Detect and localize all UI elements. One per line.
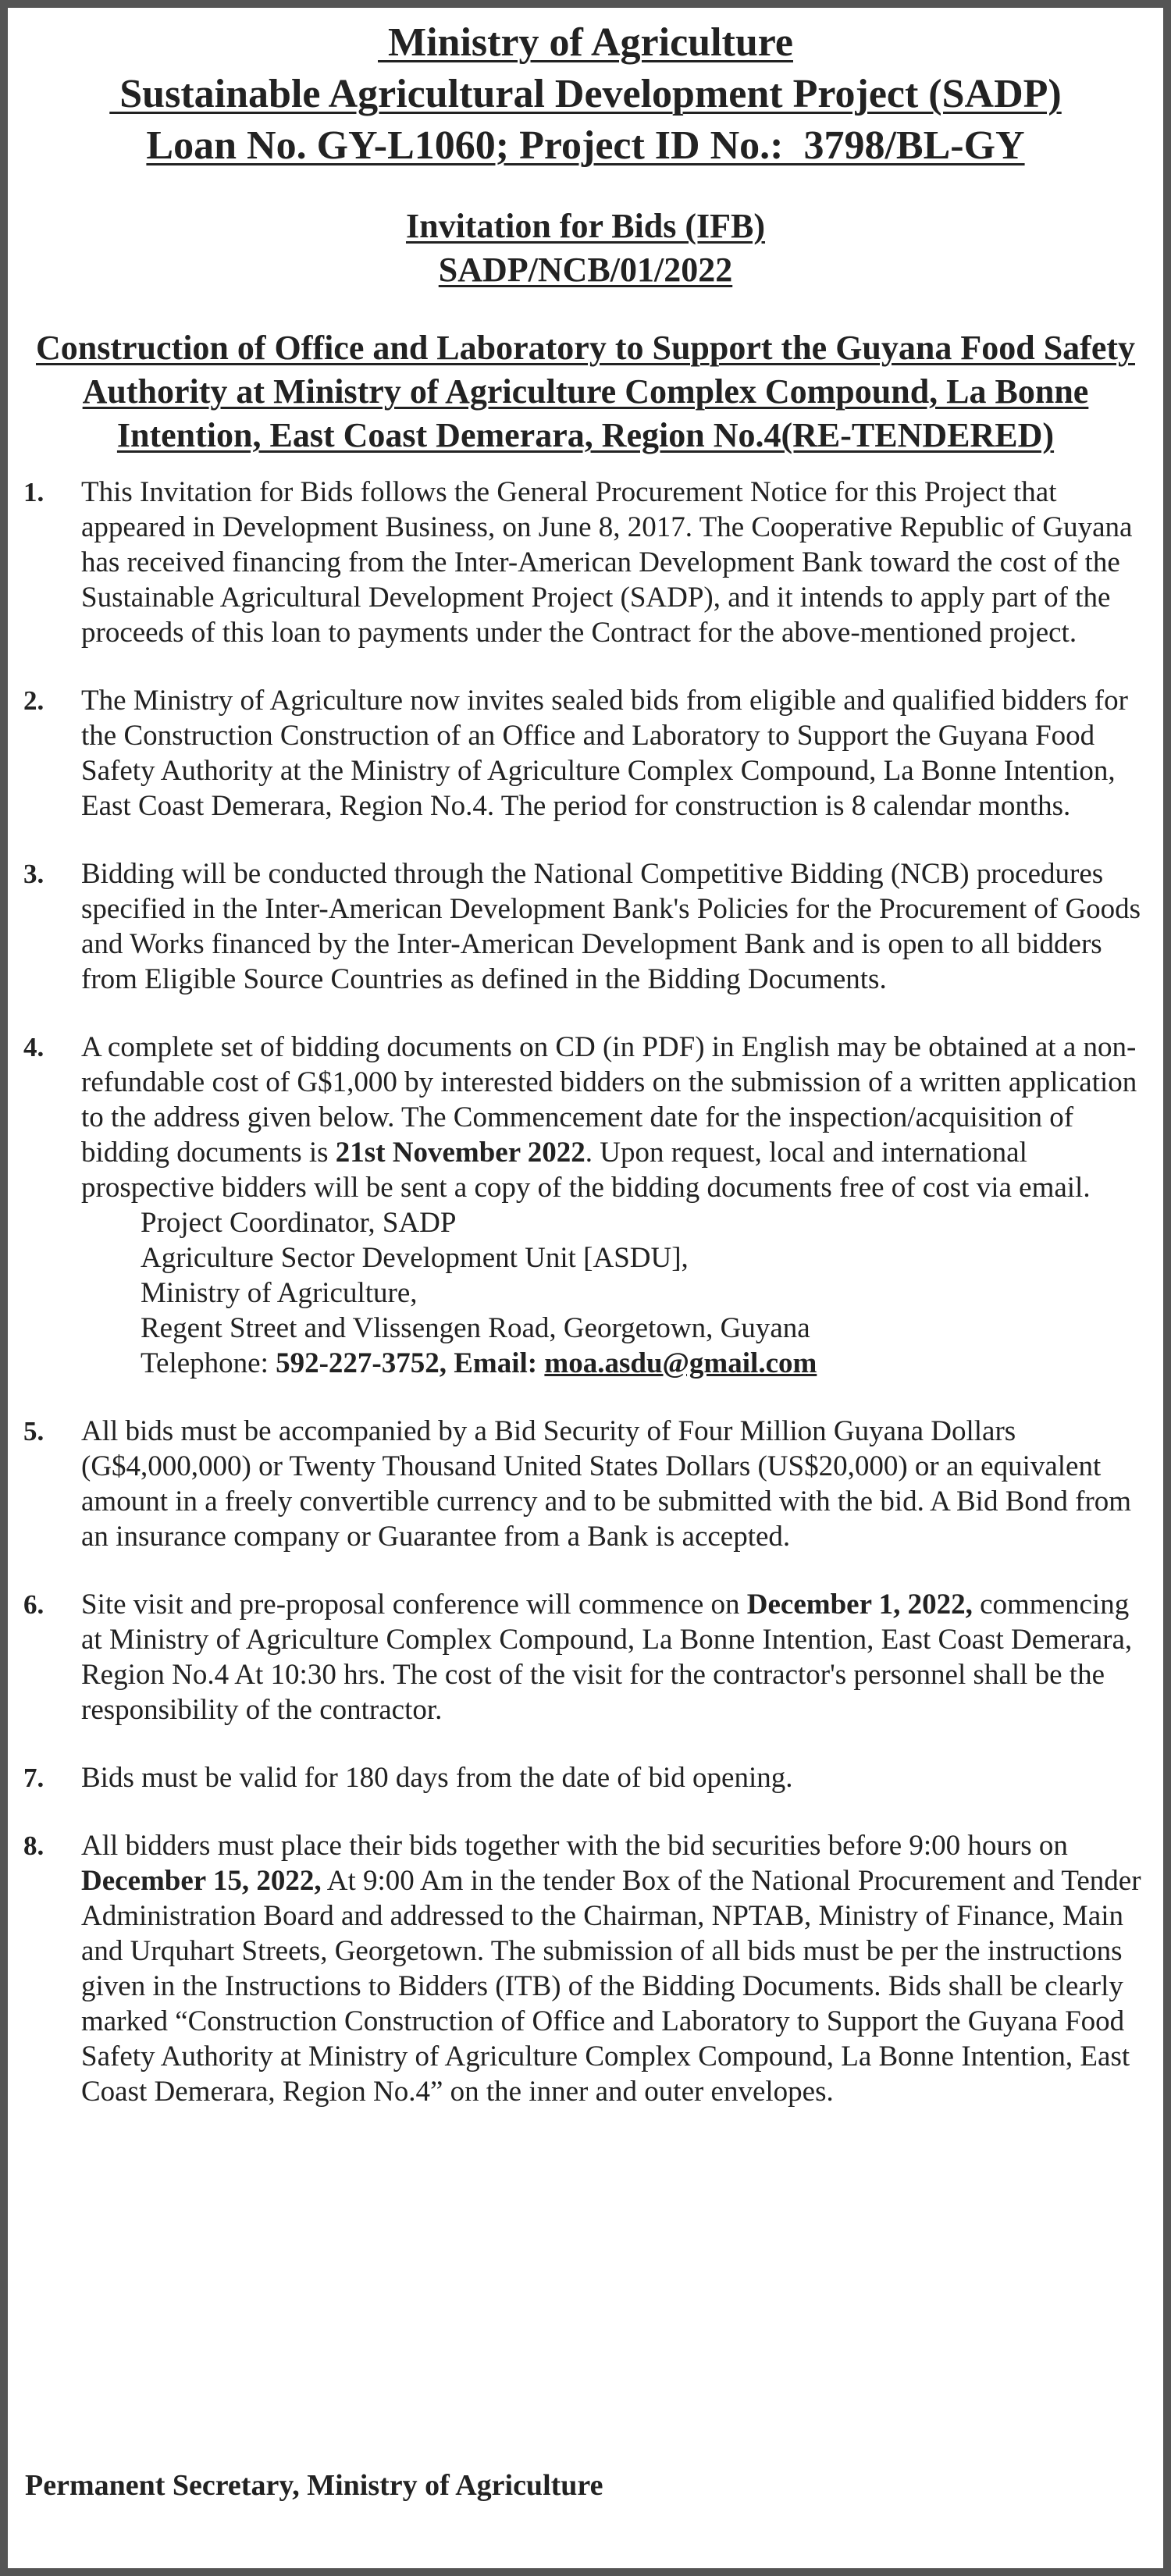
list-item [8,1587,1163,1727]
commencement-date: 21st November 2022 [335,1137,586,1169]
site-visit-date: December 1, 2022, [746,1589,973,1621]
item-text-part: commencing at Ministry of Agriculture Complex Compound, La Bonne Intention, East Coast Demerara, Region No.4 At 10:30 hrs. The cost of the visit for the contractor's personnel shall be the responsibility of the contractor. [81,1589,1133,1726]
notice-page [8,8,1163,2568]
item-number: 1. [23,477,44,507]
item-text-part: A complete set of bidding documents on CD (in PDF) in English may be obtained at a non-refundable cost of G$1,000 by interested bidders on the submission of a written application to the address given below. The Commencement date for the inspection/acquisition of bidding documents is [81,1031,1137,1169]
item-number: 5. [23,1416,44,1446]
address-line: Project Coordinator, SADP [141,1207,457,1239]
list-item [8,1828,1163,2109]
item-text: Bidding will be conducted through the National Competitive Bidding (NCB) procedures specified in the Inter-American Development Bank's Policies for the Procurement of Goods and Works financed by the Inter-American Development Bank and is open to all bidders from Eligible Source Countries as defined in the Bidding Documents. [81,858,1141,995]
contact-line [141,1346,1149,1381]
project-name: Sustainable Agricultural Development Project (SADP) [109,72,1062,116]
item-number: 8. [23,1831,44,1861]
loan-number: Loan No. GY-L1060; Project ID No.: 3798/BL-GY [146,123,1025,168]
contact-address [81,1205,1149,1381]
phone-number: 592-227-3752, Email: [276,1347,545,1379]
address-line: Ministry of Agriculture, [141,1277,418,1309]
item-number: 4. [23,1032,44,1062]
item-text-part: All bidders must place their bids together with the bid securities before 9:00 hours on [81,1830,1068,1862]
list-item [8,1030,1163,1381]
item-list [8,475,1163,2109]
ifb-heading [8,205,1163,292]
item-text-part: . Upon request, local and international prospective bidders will be sent a copy of the bidding documents free of cost via email. [81,1137,1091,1204]
item-text: All bids must be accompanied by a Bid Security of Four Million Guyana Dollars (G$4,000,000) or Twenty Thousand United States Dollars (US$20,000) or an equivalent amount in a freely convertible currency and to be submitted with the bid. A Bid Bond from an insurance company or Guarantee from a Bank is accepted. [81,1415,1132,1553]
item-number: 3. [23,859,44,889]
submission-date: December 15, 2022, [81,1865,322,1897]
header [8,8,1163,172]
item-number: 6. [23,1589,44,1620]
ifb-title: Invitation for Bids (IFB) [405,207,766,245]
address-line: Agriculture Sector Development Unit [ASDU], [141,1242,689,1274]
ministry-title: Ministry of Agriculture [378,20,793,65]
address-line: Regent Street and Vlissengen Road, Georgetown, Guyana [141,1312,810,1344]
item-text: This Invitation for Bids follows the General Procurement Notice for this Project that appeared in Development Business, on June 8, 2017. The Cooperative Republic of Guyana has received financing from the Inter-American Development Bank toward the cost of the Sustainable Agricultural Development Project (SADP), and it intends to apply part of the proceeds of this loan to payments under the Contract for the above-mentioned project. [81,476,1133,649]
list-item [8,1760,1163,1795]
item-number: 7. [23,1763,44,1793]
email-link[interactable]: moa.asdu@gmail.com [544,1347,817,1379]
list-item [8,1414,1163,1554]
list-item [8,475,1163,650]
item-text-part: At 9:00 Am in the tender Box of the National Procurement and Tender Administration Board and addressed to the Chairman, NPTAB, Ministry of Finance, Main and Urquhart Streets, Georgetown. The submission of all bids must be per the instructions given in the Instructions to Bidders (ITB) of the Bidding Documents. Bids shall be clearly marked “Construction Construction of Office and Laboratory to Support the Guyana Food Safety Authority at Ministry of Agriculture Complex Compound, La Bonne Intention, East Coast Demerara, Region No.4” on the inner and outer envelopes. [81,1865,1141,2108]
project-title: Construction of Office and Laboratory to Support the Guyana Food Safety Authority at Ministry of Agriculture Complex Compound, La Bonne Intention, East Coast Demerara, Region No.4(RE-TENDERED) [35,329,1136,454]
ifb-reference: SADP/NCB/01/2022 [438,251,733,289]
item-number: 2. [23,685,44,716]
item-text-part: Site visit and pre-proposal conference will commence on [81,1589,747,1621]
item-text [81,1030,1149,1205]
list-item [8,856,1163,997]
item-text: The Ministry of Agriculture now invites sealed bids from eligible and qualified bidders for the Construction Construction of an Office and Laboratory to Support the Guyana Food Safety Authority at the Ministry of Agriculture Complex Compound, La Bonne Intention, East Coast Demerara, Region No.4. The period for construction is 8 calendar months. [81,685,1128,822]
signature: Permanent Secretary, Ministry of Agriculture [25,2469,603,2502]
item-text [81,1587,1149,1727]
item-text [81,1828,1149,2109]
phone-label: Telephone: [141,1347,276,1379]
item-text: Bids must be valid for 180 days from the date of bid opening. [81,1762,793,1794]
list-item [8,683,1163,824]
